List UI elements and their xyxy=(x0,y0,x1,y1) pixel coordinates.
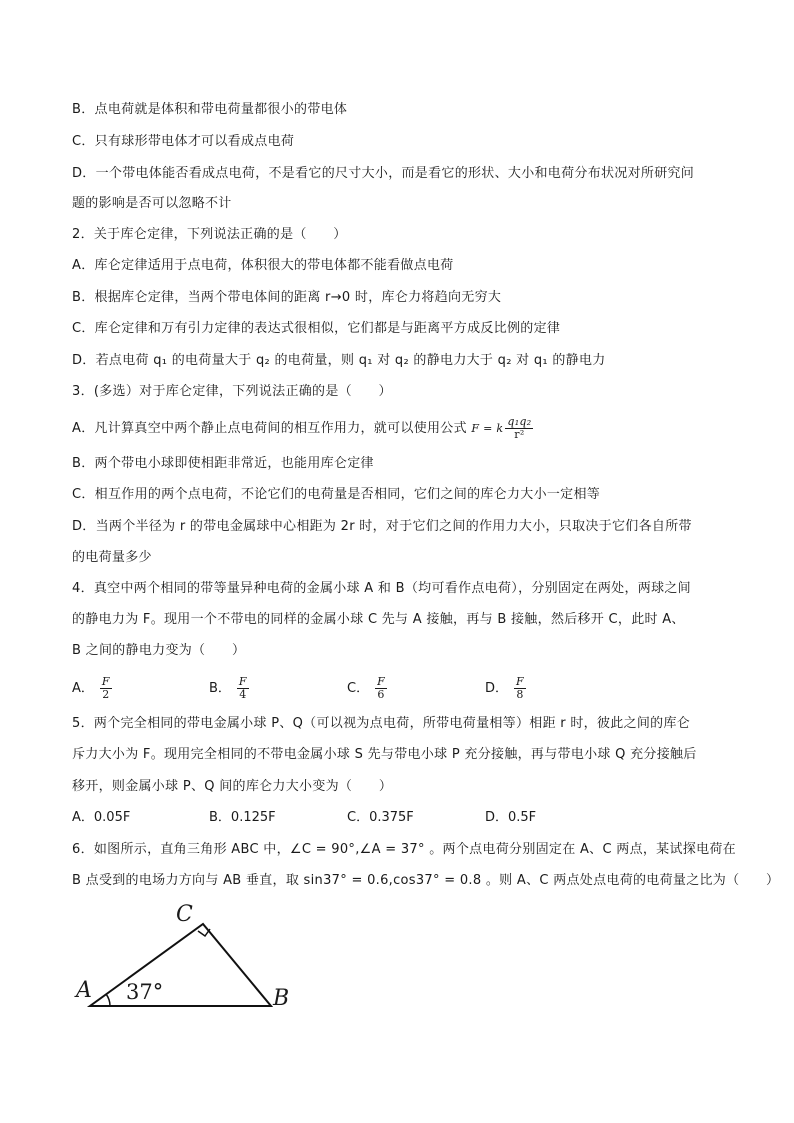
q3-option-b: B．两个带电小球即使相距非常近，也能用库仑定律 xyxy=(72,456,374,471)
q4-option-c-num: F xyxy=(377,675,385,688)
q3-option-d-cont: 的电荷量多少 xyxy=(72,550,152,565)
vertex-b-label: B xyxy=(273,986,290,1011)
q5-stem-1: 5．两个完全相同的带电金属小球 P、Q（可以视为点电荷，所带电荷量相等）相距 r 时，彼此之间的库仑 xyxy=(72,716,691,731)
q4-stem-3: B 之间的静电力变为（ ） xyxy=(72,643,246,658)
right-triangle-figure xyxy=(76,900,306,1020)
q4-option-b-fraction xyxy=(237,676,249,701)
vertex-c-label: C xyxy=(176,902,193,927)
q4-option-c-fraction xyxy=(375,676,387,701)
q5-option-c: C．0.375F xyxy=(347,810,414,825)
q1-option-d: D．一个带电体能否看成点电荷，不是看它的尺寸大小，而是看它的形状、大小和电荷分布状况对所研究问 xyxy=(72,166,695,181)
q1-option-b: B．点电荷就是体积和带电荷量都很小的带电体 xyxy=(72,102,348,117)
q2-option-b: B．根据库仑定律，当两个带电体间的距离 r→0 时，库仑力将趋向无穷大 xyxy=(72,290,502,305)
q4-option-c-letter: C． xyxy=(347,681,370,696)
q3-option-d: D．当两个半径为 r 的带电金属球中心相距为 2r 时，对于它们之间的作用力大小，只取决于它们各自所带 xyxy=(72,519,692,534)
angle-a-arc xyxy=(106,994,110,1006)
coulomb-formula-numerator: q₁q₂ xyxy=(507,415,532,428)
q3-option-a-text: A．凡计算真空中两个静止点电荷间的相互作用力，就可以使用公式 xyxy=(72,421,467,436)
q4-option-c-den: 6 xyxy=(377,688,385,701)
q3-stem: 3．(多选）对于库仑定律，下列说法正确的是（ ） xyxy=(72,384,392,399)
coulomb-formula-denominator: r² xyxy=(514,428,525,441)
q6-stem-2: B 点受到的电场力方向与 AB 垂直，取 sin37° = 0.6,cos37° = 0.8 。则 A、C 两点处点电荷的电荷量之比为（ ） xyxy=(72,873,780,888)
q4-option-a-num: F xyxy=(101,675,110,688)
q2-stem: 2．关于库仑定律，下列说法正确的是（ ） xyxy=(72,227,347,242)
q4-option-d xyxy=(485,676,526,701)
coulomb-formula-fraction xyxy=(505,416,533,441)
coulomb-formula-lhs: F = k xyxy=(471,422,504,435)
q5-option-a: A．0.05F xyxy=(72,810,131,825)
q4-option-b-letter: B． xyxy=(209,681,231,696)
q5-option-b: B．0.125F xyxy=(209,810,276,825)
q1-option-d-cont: 题的影响是否可以忽略不计 xyxy=(72,196,232,211)
q3-option-a xyxy=(72,416,732,441)
q4-stem-1: 4．真空中两个相同的带等量异种电荷的金属小球 A 和 B（均可看作点电荷），分别固定在两处，两球之间 xyxy=(72,581,691,596)
q2-option-a: A．库仑定律适用于点电荷，体积很大的带电体都不能看做点电荷 xyxy=(72,258,454,273)
q1-option-c: C．只有球形带电体才可以看成点电荷 xyxy=(72,134,295,149)
q4-option-a-fraction xyxy=(100,676,112,701)
q3-option-c: C．相互作用的两个点电荷，不论它们的电荷量是否相同，它们之间的库仑力大小一定相等 xyxy=(72,487,601,502)
q4-stem-2: 的静电力为 F。现用一个不带电的同样的金属小球 C 先与 A 接触，再与 B 接触，然后移开 C，此时 A、 xyxy=(72,612,685,627)
q6-stem-1: 6．如图所示，直角三角形 ABC 中，∠C = 90°,∠A = 37° 。两个点电荷分别固定在 A、C 两点，某试探电荷在 xyxy=(72,842,736,857)
q2-option-d: D．若点电荷 q₁ 的电荷量大于 q₂ 的电荷量，则 q₁ 对 q₂ 的静电力大于 q₂ 对 q₁ 的静电力 xyxy=(72,353,606,368)
q4-option-d-num: F xyxy=(516,675,524,688)
q4-option-b-den: 4 xyxy=(239,688,247,701)
triangle-abc xyxy=(90,924,271,1006)
q4-option-b xyxy=(209,676,249,701)
q4-option-a xyxy=(72,676,112,701)
vertex-a-label: A xyxy=(76,978,92,1003)
q4-option-c xyxy=(347,676,387,701)
q4-option-a-letter: A． xyxy=(72,681,94,696)
q4-option-d-fraction xyxy=(514,676,526,701)
angle-a-label: 37° xyxy=(126,980,164,1004)
q5-stem-3: 移开，则金属小球 P、Q 间的库仑力大小变为（ ） xyxy=(72,779,393,794)
q4-option-a-den: 2 xyxy=(102,688,110,701)
q4-option-d-letter: D． xyxy=(485,681,509,696)
q4-option-d-den: 8 xyxy=(516,688,524,701)
q5-option-d: D．0.5F xyxy=(485,810,537,825)
q2-option-c: C．库仑定律和万有引力定律的表达式很相似，它们都是与距离平方成反比例的定律 xyxy=(72,321,561,336)
q5-stem-2: 斥力大小为 F。现用完全相同的不带电金属小球 S 先与带电小球 P 充分接触，再与带电小球 Q 充分接触后 xyxy=(72,747,697,762)
q4-option-b-num: F xyxy=(238,675,247,688)
